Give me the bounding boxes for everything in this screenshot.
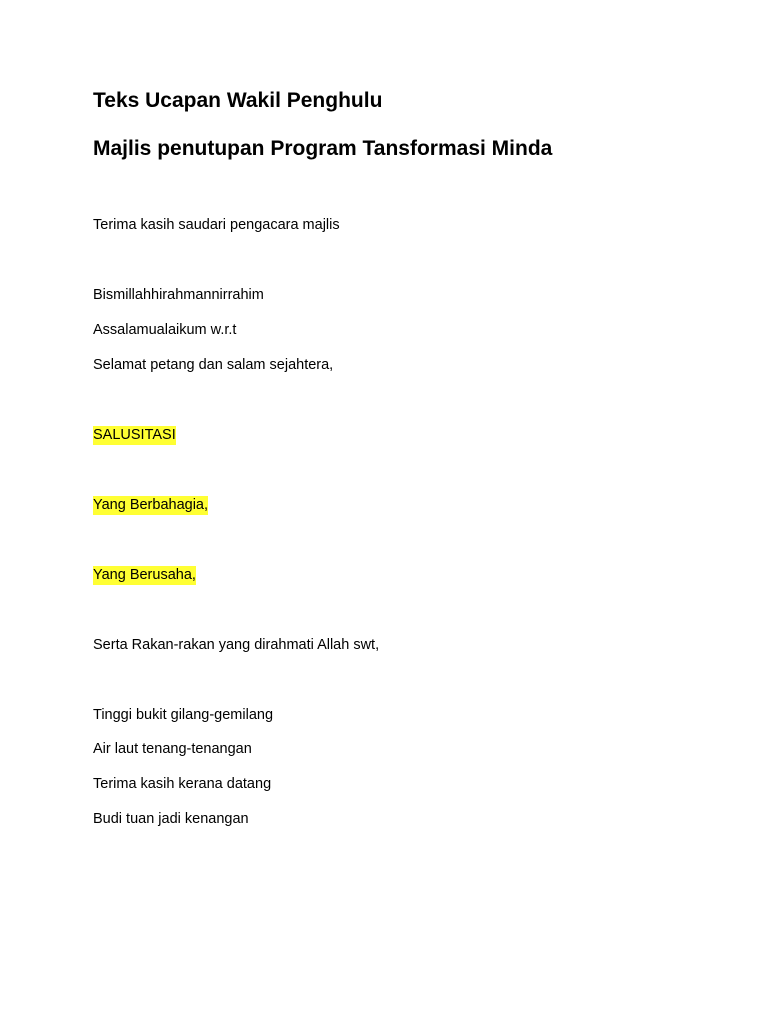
paragraph-salam: Assalamualaikum w.r.t (93, 322, 237, 338)
pantun-line-2: Air laut tenang-tenangan (93, 741, 252, 757)
berusaha-line (93, 568, 196, 583)
document-title: Teks Ucapan Wakil Penghulu (93, 89, 383, 112)
paragraph-thanks-mc: Terima kasih saudari pengacara majlis (93, 217, 340, 233)
highlighted-berusaha: Yang Berusaha, (93, 567, 196, 583)
berbahagia-line (93, 498, 208, 513)
pantun-line-3: Terima kasih kerana datang (93, 776, 272, 792)
highlighted-berbahagia: Yang Berbahagia, (93, 497, 209, 513)
paragraph-greeting: Selamat petang dan salam sejahtera, (93, 357, 334, 373)
paragraph-bismillah: Bismillahhirahmannirrahim (93, 287, 264, 303)
pantun-line-1: Tinggi bukit gilang-gemilang (93, 707, 274, 723)
paragraph-rakan: Serta Rakan-rakan yang dirahmati Allah swt, (93, 637, 380, 653)
salutation-line (93, 428, 176, 443)
document-subtitle: Majlis penutupan Program Tansformasi Minda (93, 137, 553, 160)
pantun-line-4: Budi tuan jadi kenangan (93, 811, 249, 827)
highlighted-salutation: SALUSITASI (93, 427, 176, 443)
